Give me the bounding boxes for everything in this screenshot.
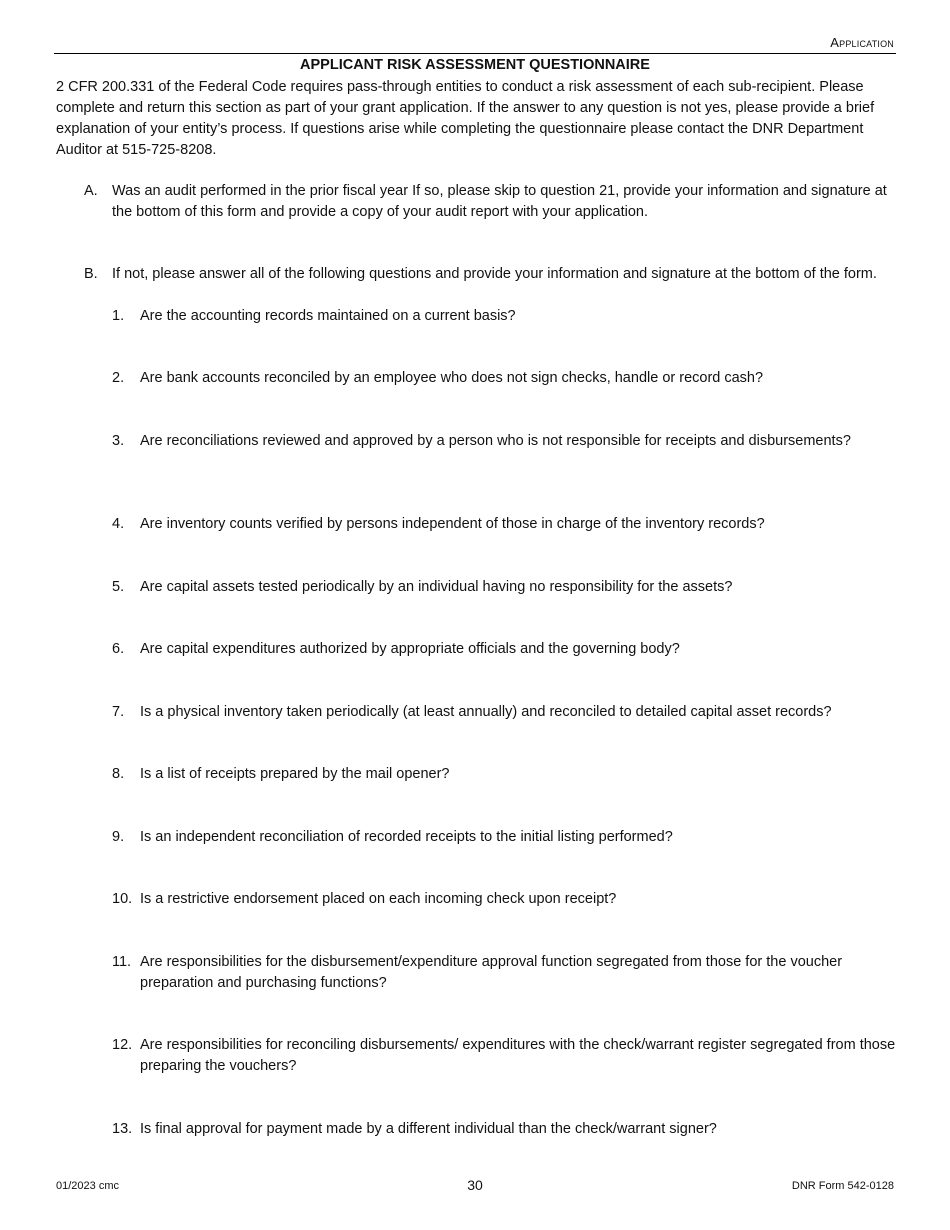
question-text: Are capital assets tested periodically by an individual having no responsibility for the assets? <box>140 579 733 595</box>
question-text: Are responsibilities for the disbursement/expenditure approval function segregated from those for the voucher preparation and purchasing functions? <box>140 954 843 991</box>
question-text: Is a list of receipts prepared by the mail opener? <box>140 766 450 782</box>
question-text: Is an independent reconciliation of recorded receipts to the initial listing performed? <box>140 829 673 845</box>
question-number: 3. <box>112 433 125 449</box>
page-title: APPLICANT RISK ASSESSMENT QUESTIONNAIRE <box>300 57 650 73</box>
question-number: 11. <box>112 954 132 970</box>
question-number: 6. <box>112 641 125 657</box>
footer-page-number: 30 <box>467 1177 483 1193</box>
header-section-label: Application <box>830 35 894 50</box>
question-text: Are reconciliations reviewed and approved by a person who is not responsible for receipts and disbursements? <box>140 433 851 449</box>
question-11 <box>112 952 896 994</box>
question-6 <box>112 639 896 660</box>
question-number: 12. <box>112 1037 133 1053</box>
question-number: 8. <box>112 766 125 782</box>
intro-paragraph: 2 CFR 200.331 of the Federal Code requires pass-through entities to conduct a risk assessment of each sub-recipient. Please complete and return this section as part of your grant application. If the answer to any question is not yes, please provide a brief explanation of your entity’s process. If questions arise while completing the questionnaire please contact the DNR Department Auditor at 515-725-8208. <box>56 79 875 158</box>
question-3 <box>112 431 896 452</box>
question-text: Are responsibilities for reconciling disbursements/ expenditures with the check/warrant register segregated from those preparing the vouchers? <box>140 1037 896 1074</box>
section-text: If not, please answer all of the following questions and provide your information and signature at the bottom of the form. <box>112 266 877 282</box>
question-number: 2. <box>112 370 125 386</box>
question-9 <box>112 827 896 848</box>
question-7 <box>112 702 896 723</box>
question-number: 5. <box>112 579 125 595</box>
question-number: 1. <box>112 308 125 324</box>
question-number: 9. <box>112 829 125 845</box>
question-4 <box>112 514 896 535</box>
question-12 <box>112 1035 896 1077</box>
question-number: 10. <box>112 891 133 907</box>
question-number: 7. <box>112 704 125 720</box>
question-2 <box>112 368 896 389</box>
question-10 <box>112 889 896 910</box>
question-number: 4. <box>112 516 125 532</box>
question-8 <box>112 764 896 785</box>
question-text: Is a restrictive endorsement placed on each incoming check upon receipt? <box>140 891 617 907</box>
question-13 <box>112 1119 896 1140</box>
question-5 <box>112 577 896 598</box>
question-text: Are the accounting records maintained on a current basis? <box>140 308 516 324</box>
section-text: Was an audit performed in the prior fiscal year If so, please skip to question 21, provide your information and signature at the bottom of this form and provide a copy of your audit report with your application. <box>112 183 887 220</box>
question-text: Is a physical inventory taken periodically (at least annually) and reconciled to detailed capital asset records? <box>140 704 832 720</box>
section-a <box>84 181 896 223</box>
question-text: Is final approval for payment made by a different individual than the check/warrant signer? <box>140 1121 717 1137</box>
question-text: Are bank accounts reconciled by an employee who does not sign checks, handle or record cash? <box>140 370 764 386</box>
section-letter: B. <box>84 266 98 282</box>
question-number: 13. <box>112 1121 133 1137</box>
question-text: Are capital expenditures authorized by appropriate officials and the governing body? <box>140 641 680 657</box>
question-text: Are inventory counts verified by persons independent of those in charge of the inventory records? <box>140 516 765 532</box>
footer-revision-date: 01/2023 cmc <box>56 1180 119 1192</box>
question-1 <box>112 306 896 327</box>
footer-form-number: DNR Form 542-0128 <box>791 1180 894 1192</box>
section-letter: A. <box>84 183 98 199</box>
section-b <box>84 264 896 285</box>
header-divider <box>54 53 896 54</box>
